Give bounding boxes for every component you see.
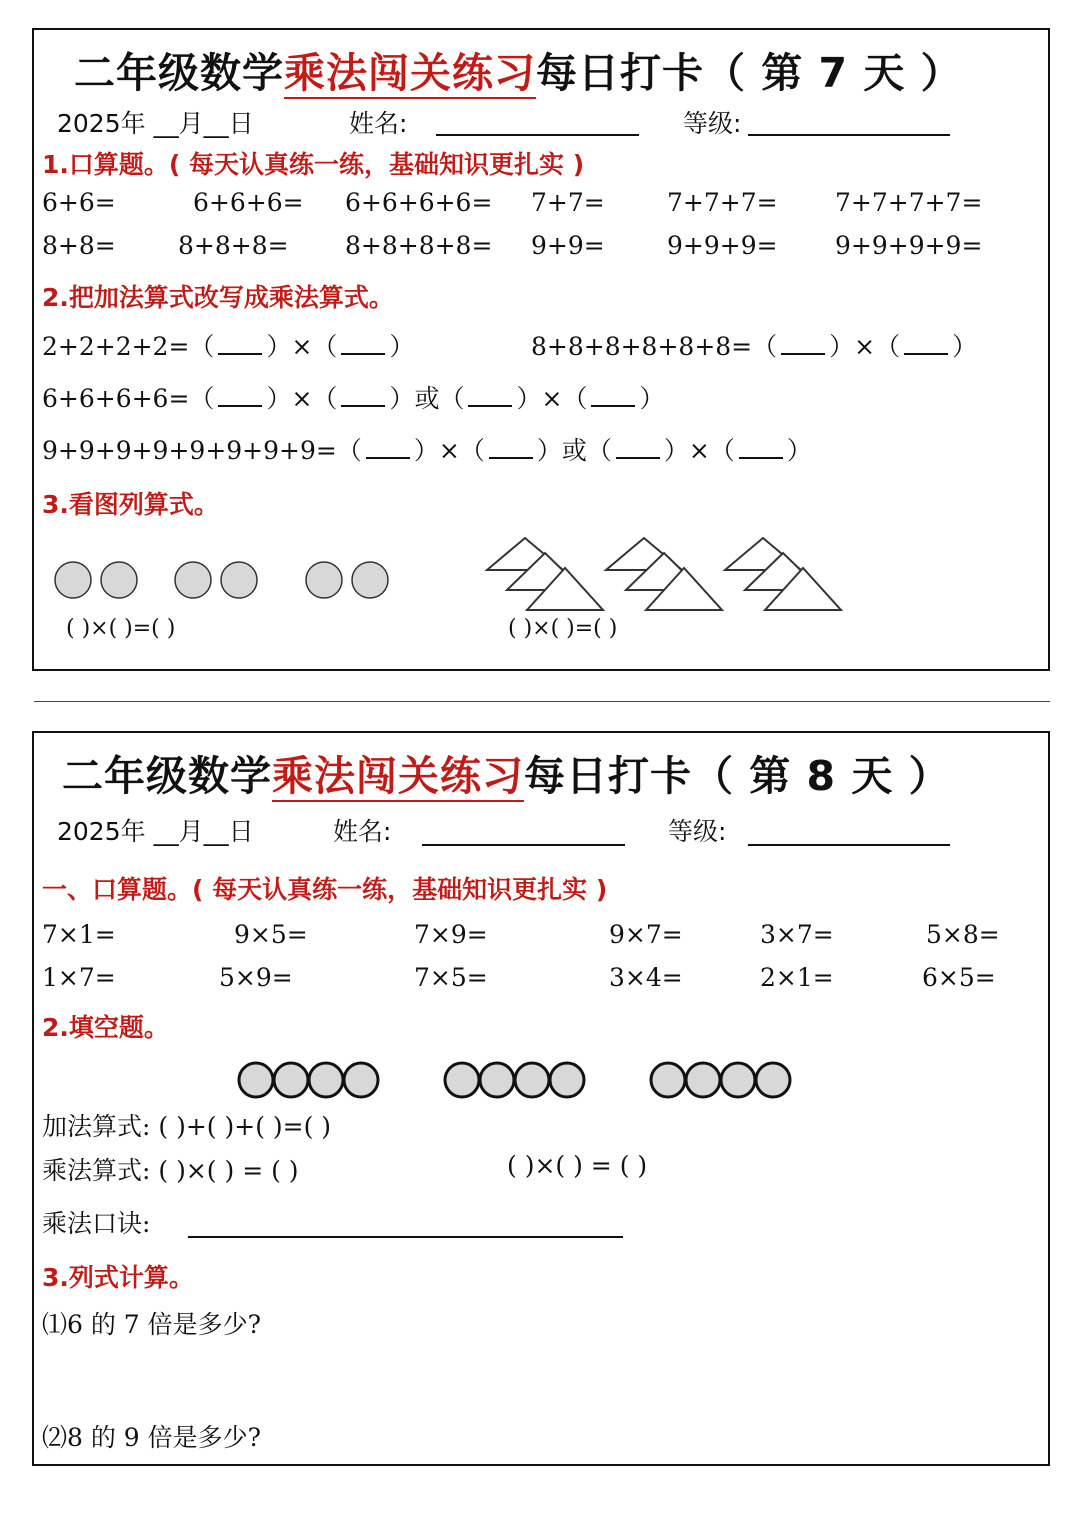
title-highlight: 乘法闯关练习 [272,752,524,800]
circle-shape [344,1063,378,1097]
rewrite-item: 6+6+6+6=（ ）×（ ）或（ ）×（ ） [42,384,665,413]
section-word-problems: 3.列式计算。 [42,1263,194,1292]
circle-shape [651,1063,685,1097]
calc-item: 3×7= [760,920,834,949]
calc-item: 3×4= [609,963,683,992]
calc-item: 7+7+7= [667,188,778,217]
calc-item: 7×5= [414,963,488,992]
calc-item: 6+6+6+6= [345,188,493,217]
title-suffix: 每日打卡（ 第 8 天 ） [524,752,951,800]
addition-formula[interactable]: ( )+( )+( )=( ) [158,1112,332,1141]
title-prefix: 二年级数学 [74,49,284,97]
section-picture-formula: 3.看图列算式。 [42,490,219,519]
calc-item: 7×1= [42,920,116,949]
calc-item: 9+9= [531,231,605,260]
calc-item: 9×7= [609,920,683,949]
multiplication-formula[interactable]: ( )×( ) = ( ) [158,1156,299,1185]
circle-shape [686,1063,720,1097]
circle-shape [309,1063,343,1097]
circle-shape [445,1063,479,1097]
circle-shape [756,1063,790,1097]
calc-item: 8+8+8= [178,231,289,260]
title-prefix: 二年级数学 [62,752,272,800]
calc-item: 6×5= [922,963,996,992]
calc-item: 6+6+6= [193,188,304,217]
calc-item: 7×9= [414,920,488,949]
grade-label: 等级: [683,109,742,138]
rhyme-label: 乘法口诀: [42,1209,151,1238]
section-oral-calc: 1.口算题。( 每天认真练一练，基础知识更扎实 ) [42,150,585,179]
calc-item: 5×8= [926,920,1000,949]
multiplication-formula-2[interactable]: ( )×( ) = ( ) [507,1151,648,1180]
word-problem-1: ⑴6 的 7 倍是多少? [42,1310,262,1339]
rewrite-item: 9+9+9+9+9+9+9+9=（ ）×（ ）或（ ）×（ ） [42,436,812,465]
calc-item: 1×7= [42,963,116,992]
circle-shape [550,1063,584,1097]
calc-item: 8+8+8+8= [345,231,493,260]
section-oral-calc: 一、口算题。( 每天认真练一练，基础知识更扎实 ) [42,875,608,904]
date-field: 2025年 __月__日 [57,817,254,846]
word-problem-2: ⑵8 的 9 倍是多少? [42,1423,262,1452]
multiplication-label: 乘法算式: [42,1156,151,1185]
calc-item: 9×5= [234,920,308,949]
section-fill-blank: 2.填空题。 [42,1013,169,1042]
rewrite-item: 8+8+8+8+8+8=（ ）×（ ） [531,332,978,361]
calc-item: 9+9+9+9= [835,231,983,260]
grade-label: 等级: [668,817,727,846]
title-highlight: 乘法闯关练习 [284,49,536,97]
picture-formula-right: ( )×( )=( ) [508,616,618,641]
calc-item: 7+7+7+7= [835,188,983,217]
date-field: 2025年 __月__日 [57,109,254,138]
circle-shape [480,1063,514,1097]
calc-item: 5×9= [219,963,293,992]
calc-item: 9+9+9= [667,231,778,260]
addition-label: 加法算式: [42,1112,151,1141]
circle-shape [515,1063,549,1097]
rhyme-input-line[interactable] [188,1210,623,1238]
calc-item: 8+8= [42,231,116,260]
title-suffix: 每日打卡（ 第 7 天 ） [536,49,963,97]
rewrite-item: 2+2+2+2=（ ）×（ ） [42,332,415,361]
multiplication-formula-row [42,1151,299,1187]
circle-shape [239,1063,273,1097]
circle-shape [274,1063,308,1097]
section-rewrite: 2.把加法算式改写成乘法算式。 [42,283,394,312]
name-label: 姓名: [333,817,392,846]
calc-item: 2×1= [760,963,834,992]
picture-formula-left: ( )×( )=( ) [66,616,176,641]
addition-formula-row [42,1107,331,1143]
calc-item: 7+7= [531,188,605,217]
circle-shape [721,1063,755,1097]
name-label: 姓名: [349,109,408,138]
calc-item: 6+6= [42,188,116,217]
